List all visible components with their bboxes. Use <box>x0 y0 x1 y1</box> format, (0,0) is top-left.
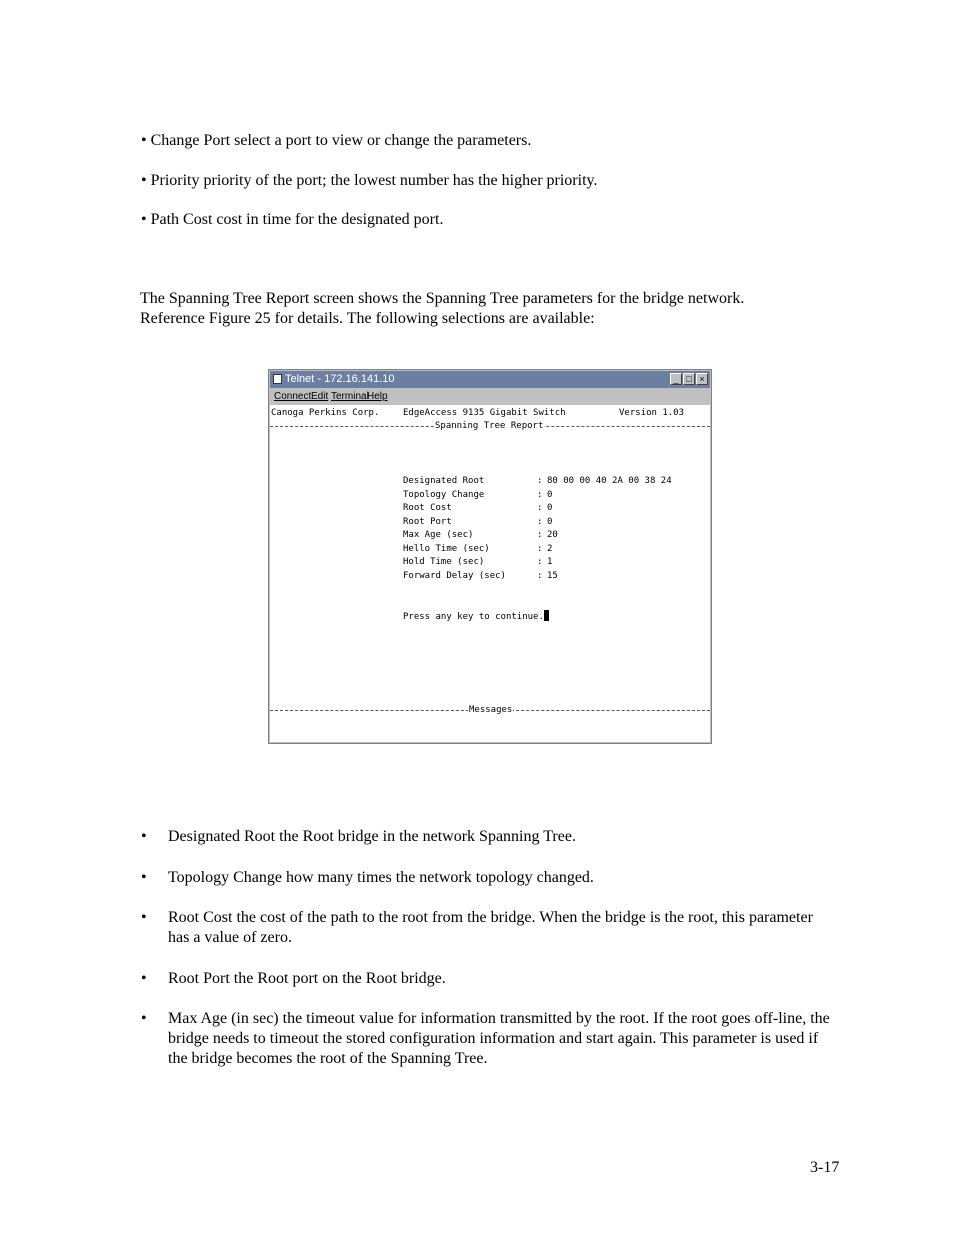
bullet-text: Root Cost the cost of the path to the root from the bridge. When the bridge is the root, this parameter has a value of zero. <box>168 909 813 946</box>
menu-terminal[interactable]: Terminal <box>331 391 369 402</box>
param-label: Hello Time (sec) <box>403 544 490 554</box>
param-value: 2 <box>547 544 553 554</box>
continue-prompt <box>403 610 549 623</box>
param-value: 80 00 00 40 2A 00 38 24 <box>547 476 672 486</box>
bullet-marker: • <box>141 132 147 149</box>
param-value: 0 <box>547 490 553 500</box>
menu-help[interactable]: Help <box>367 391 388 402</box>
param-separator: : <box>537 476 543 486</box>
param-label: Root Cost <box>403 503 452 513</box>
window-title: Telnet - 172.16.141.10 <box>285 373 395 385</box>
intro-line-2: Reference Figure 25 for details. The following selections are available: <box>140 310 595 327</box>
bullet-marker: • <box>141 970 147 987</box>
bullet-text: Designated Root the Root bridge in the network Spanning Tree. <box>168 828 576 845</box>
bullet-marker: • <box>141 211 147 228</box>
param-label: Forward Delay (sec) <box>403 571 506 581</box>
bullet-text: Path Cost cost in time for the designated port. <box>150 211 444 228</box>
param-label: Topology Change <box>403 490 485 500</box>
param-value: 15 <box>547 571 558 581</box>
text-cursor <box>544 610 549 621</box>
bullet-priority <box>141 171 597 191</box>
bullet-marker: • <box>141 172 147 189</box>
bullet-text: Root Port the Root port on the Root bridge. <box>168 970 446 987</box>
telnet-app-icon <box>273 374 282 384</box>
bullet-marker: • <box>141 869 147 886</box>
bullet-marker: • <box>141 828 147 845</box>
menu-connect[interactable]: Connect <box>274 391 312 402</box>
bullet-text: Max Age (in sec) the timeout value for information transmitted by the root. If the root goes off-line, the bridge needs to timeout the stored configuration information and start again. This parameter is used if the bridge becomes the root of the Spanning Tree. <box>168 1010 830 1067</box>
bullet-path-cost <box>141 210 443 230</box>
param-separator: : <box>537 517 543 527</box>
page-number: 3-17 <box>810 1159 840 1176</box>
param-separator: : <box>537 544 543 554</box>
bullet-text: Topology Change how many times the network topology changed. <box>168 869 594 886</box>
version-text: Version 1.03 <box>619 408 685 418</box>
screen-title: Spanning Tree Report <box>435 421 544 431</box>
param-value: 1 <box>547 557 553 567</box>
minimize-icon[interactable]: _ <box>670 373 682 385</box>
product-name: EdgeAccess 9135 Gigabit Switch <box>403 408 566 418</box>
messages-label: Messages <box>469 705 513 715</box>
bullet-marker: • <box>141 909 147 926</box>
param-value: 0 <box>547 517 553 527</box>
param-separator: : <box>537 571 543 581</box>
param-separator: : <box>537 490 543 500</box>
company-name: Canoga Perkins Corp. <box>271 408 380 418</box>
title-bar <box>270 371 710 388</box>
param-label: Max Age (sec) <box>403 530 474 540</box>
terminal-screen[interactable] <box>270 405 710 742</box>
bullet-change-port <box>141 131 531 151</box>
bullet-text: Change Port select a port to view or change the parameters. <box>150 132 532 149</box>
menu-bar <box>270 388 710 405</box>
intro-line-1: The Spanning Tree Report screen shows the Spanning Tree parameters for the bridge network. <box>140 290 745 307</box>
telnet-window <box>268 369 712 744</box>
param-separator: : <box>537 530 543 540</box>
param-separator: : <box>537 503 543 513</box>
maximize-icon[interactable]: □ <box>683 373 695 385</box>
bullet-text: Priority priority of the port; the lowest number has the higher priority. <box>150 172 598 189</box>
prompt-text: Press any key to continue. <box>403 612 544 622</box>
param-label: Designated Root <box>403 476 485 486</box>
param-value: 0 <box>547 503 553 513</box>
param-value: 20 <box>547 530 558 540</box>
menu-edit[interactable]: Edit <box>311 391 329 402</box>
param-label: Hold Time (sec) <box>403 557 485 567</box>
param-separator: : <box>537 557 543 567</box>
bullet-marker: • <box>141 1010 147 1027</box>
close-icon[interactable]: × <box>696 373 708 385</box>
param-label: Root Port <box>403 517 452 527</box>
